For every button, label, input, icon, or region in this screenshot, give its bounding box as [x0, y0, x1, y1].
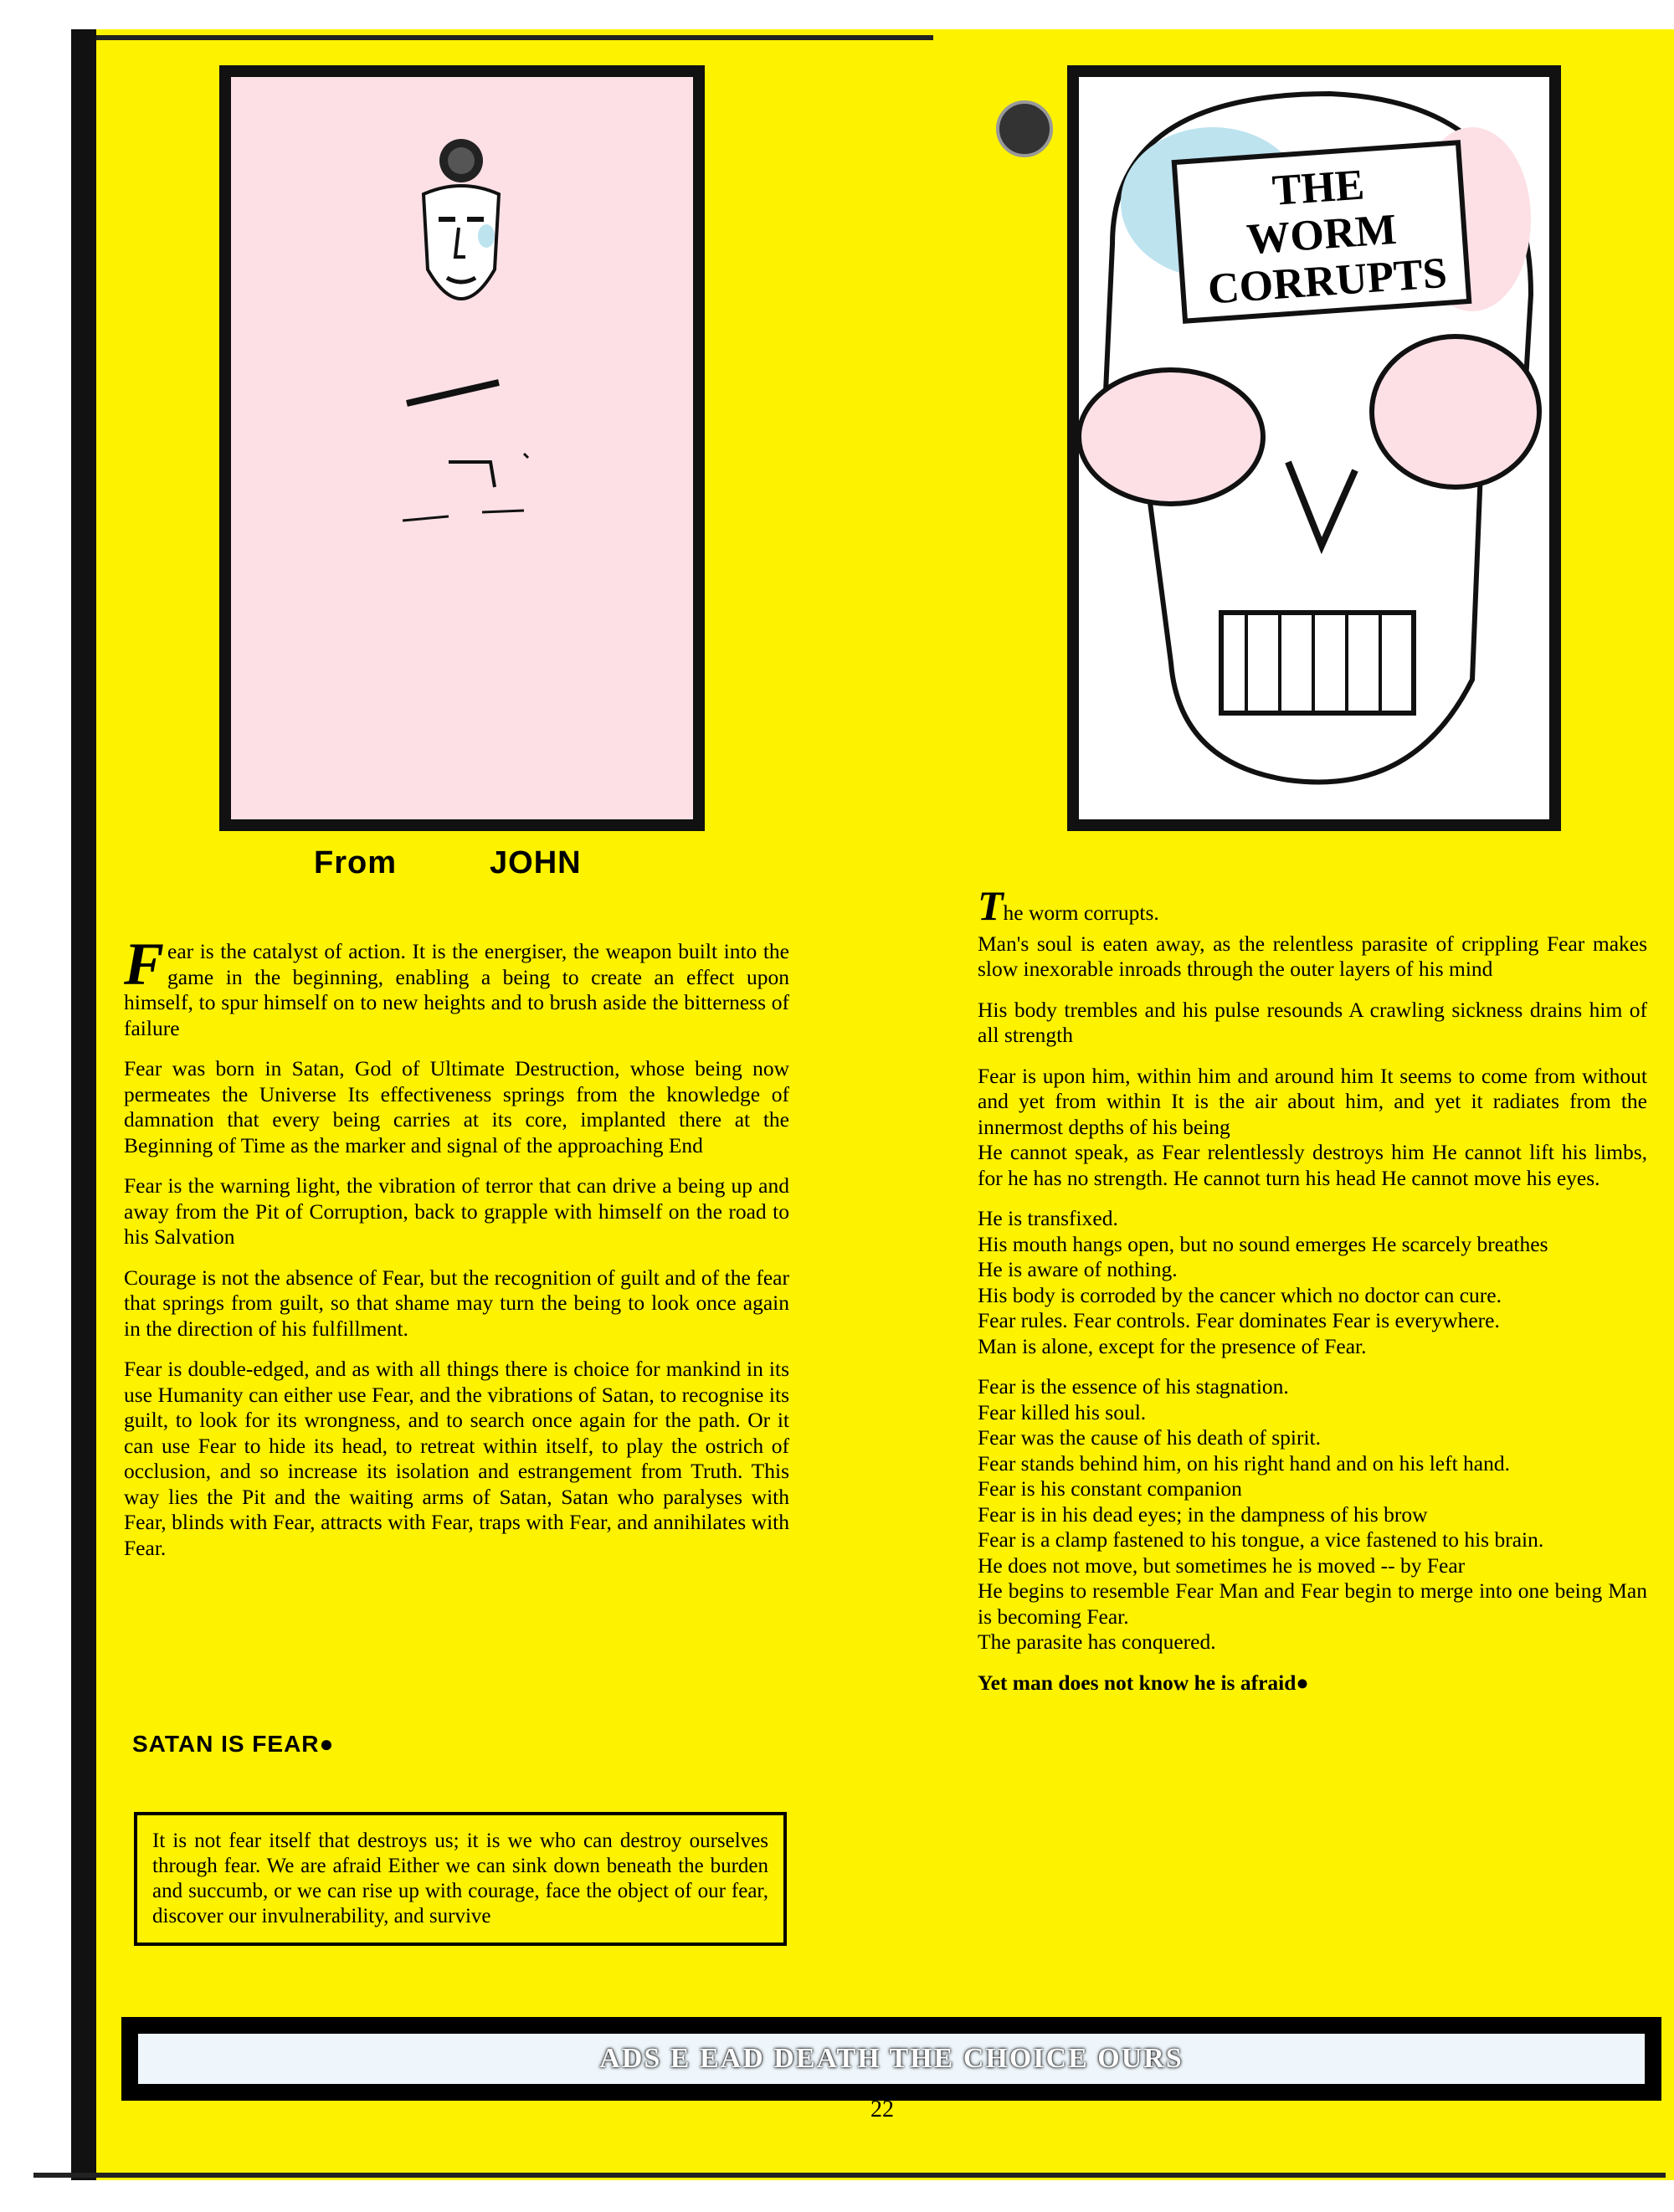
caption-from: From [314, 845, 397, 880]
footer-banner-text: ADS E EAD DEATH THE CHOICE OURS [599, 2043, 1184, 2074]
footer-banner [121, 2017, 1661, 2101]
paragraph: Courage is not the absence of Fear, but the recognition of guilt and of the fear that springs from guilt, so that shame may turn the being to look once again in the direction of his fulfillment. [124, 1265, 789, 1341]
opening-line [978, 882, 1647, 929]
footer-banner-fill [138, 2034, 1645, 2084]
right-text-column [978, 882, 1647, 1711]
closing-statement: SATAN IS FEAR● [132, 1731, 335, 1757]
paragraph: Fear is double-edged, and as with all things there is choice for mankind in its use Humanity can either use Fear, and the vibrations of Satan, to recognise its guilt, to look for its wrongness, and to search once again for the path. Or it can use Fear to hide its head, to retreat within itself, to play the ostrich of occlusion, and so increase its isolation and estrangement from Truth. This way lies the Pit and the waiting arms of Satan, Satan who paralyses with Fear, blinds with Fear, attracts with Fear, traps with Fear, and annihilates with Fear. [124, 1357, 789, 1560]
paragraph: Fear is the essence of his stagnation. Fear killed his soul. Fear was the cause of his death of spirit. Fear stands behind him, on his right hand and on his left hand. Fear is his constant companion Fear is in his dead eyes; in the dampness of his brow Fear is a clamp fastened to his tongue, a vice fastened to his brain. He does not move, but sometimes he is moved -- by Fear He begins to resemble Fear Man and Fear begin to merge into one being Man is becoming Fear. The parasite has conquered. [978, 1374, 1647, 1654]
drop-cap: T [978, 882, 1004, 929]
closing-line: Yet man does not know he is afraid● [978, 1670, 1309, 1695]
portrait-image [219, 65, 705, 831]
paragraph: His body trembles and his pulse resounds A crawling sickness drains him of all strength [978, 997, 1647, 1047]
opening-text: he worm corrupts. [1003, 901, 1159, 925]
skull-image-fill [1079, 77, 1549, 819]
paragraph: He is transfixed. His mouth hangs open, but no sound emerges He scarcely breathes He is aware of nothing. His body is corroded by the cancer which no doctor can cure. Fear rules. Fear controls. Fear dominates Fear is everywhere. Man is alone, except for the presence of Fear. [978, 1206, 1548, 1358]
drop-cap: F [124, 931, 165, 998]
paragraph: Fear was born in Satan, God of Ultimate Destruction, whose being now permeates the Universe Its effectiveness springs from the knowledge of damnation that every being carries at its core, implanted there at the Beginning of Time as the marker and signal of the approaching End [124, 1056, 789, 1157]
coin-ornament [996, 100, 1053, 157]
paragraph-text: ear is the catalyst of action. It is the energiser, the weapon built into the game in the beginning, enabling a being to create an effect upon himself, to spur himself on to new heights and to brush aside the bitterness of failure [124, 939, 789, 1040]
paragraph: Fear is upon him, within him and around him It seems to come from without and yet from within It is the air about him, and yet it radiates from the innermost depths of his being He cannot speak, as Fear relentlessly destroys him He cannot lift his limbs, for he has no strength. He cannot turn his head He cannot move his eyes. [978, 1063, 1647, 1190]
top-rule [96, 35, 933, 40]
bottom-rule [33, 2173, 1666, 2178]
left-text-column [124, 931, 789, 1576]
caption-name: JOHN [490, 845, 582, 880]
skull-image [1067, 65, 1561, 831]
portrait-image-fill [231, 77, 693, 819]
page-edge-shadow [71, 29, 96, 2180]
paragraph: Man's soul is eaten away, as the relentless parasite of crippling Fear makes slow inexorable inroads through the outer layers of his mind [978, 931, 1647, 981]
skull-sign-text: THE WORM CORRUPTS [1206, 161, 1449, 314]
quote-box: It is not fear itself that destroys us; it is we who can destroy ourselves through fear. We are afraid Either we can sink down beneath the burden and succumb, or we can rise up with courage, face the object of our fear, discover our invulnerability, and survive [134, 1812, 787, 1946]
decorative-strokes [398, 378, 566, 596]
page-number: 22 [870, 2097, 894, 2122]
face-illustration [407, 136, 516, 345]
paragraph: Fear is the warning light, the vibration of terror that can drive a being up and away from the Pit of Corruption, back to grapple with himself on the road to his Salvation [124, 1173, 789, 1249]
paragraph [124, 931, 789, 1041]
